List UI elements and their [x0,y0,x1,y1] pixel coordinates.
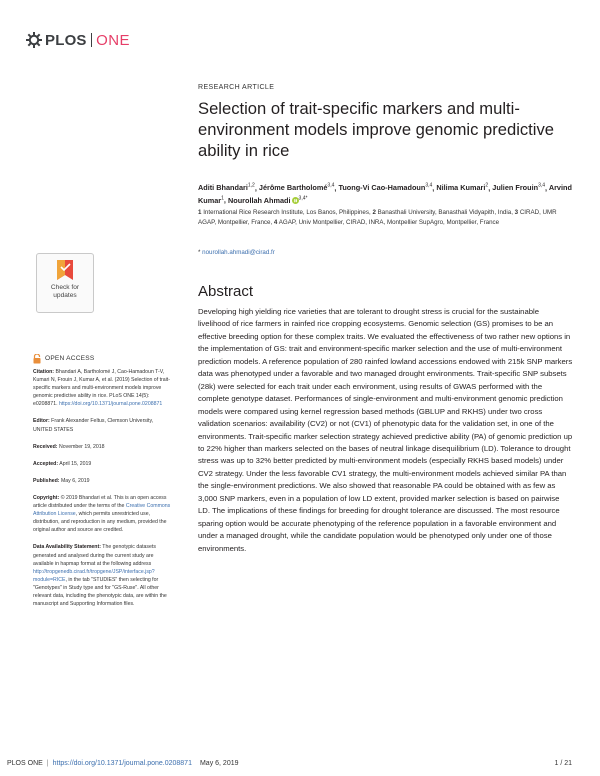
article-type: RESEARCH ARTICLE [198,84,275,91]
citation: Citation: Bhandari A, Bartholomé J, Cao-Hamadoun T-V, Kumari N, Frouin J, Kumar A, et al. (2019) Selection of trait-specific markers and multi-environment models improve genomic predictive ability in rice. PLoS ONE 14(5): e0208871. https://doi.org/10.1371/journal.pone.0208871 [33,369,170,408]
author[interactable]: Nilima Kumari$^2$ [436,183,489,193]
check-for-updates-badge[interactable] [36,253,94,313]
check-updates-label: Check for updates [50,284,80,299]
asterisk: * [198,249,203,256]
footer-separator: | [46,760,49,767]
data-link[interactable]: http://tropgenedb.cirad.fr/tropgene/JSP/interface.jsp?module=RICE [33,568,155,583]
abstract-heading: Abstract [198,283,254,300]
footer-doi-link[interactable]: https://doi.org/10.1371/journal.pone.0208871 [52,760,192,767]
editor: Editor: Frank Alexander Feltus, Clemson University, UNITED STATES [33,418,154,433]
author[interactable]: Jérôme Bartholomé$^{3,4}$ [258,183,335,193]
orcid-icon[interactable] [292,197,299,204]
citation-doi-link[interactable]: https://doi.org/10.1371/journal.pone.0208871 [58,401,163,408]
author[interactable]: Aditi Bhandari$^{1,2}$ [198,183,255,193]
corresponding-author [198,249,275,256]
received-date: Received: November 19, 2018 [33,443,105,450]
author[interactable]: Julien Frouin$^{3,4}$ [492,183,546,193]
author[interactable]: Tuong-Vi Cao-Hamadoun$^{3,4}$ [338,183,433,193]
article-info-sidebar [33,354,173,617]
accepted-date: Accepted: April 15, 2019 [33,460,92,467]
footer-date: May 6, 2019 [199,760,239,767]
open-lock-icon [33,354,41,364]
copyright: Copyright: © 2019 Bhandari et al. This is an open access article distributed under the terms of the Creative Commons Attribution License, which permits unrestricted use, distribution, and reproduction in any medium, provided the original author and source are credited. [33,494,171,534]
published-date: Published: May 6, 2019 [33,477,90,484]
author-list: Aditi Bhandari$^{1,2}$, Jérôme Bartholomé$^{3,4}$, Tuong-Vi Cao-Hamadoun$^{3,4}$, Nilima Kumari$^2$, Julien Frouin$^{3,4}$, Arvind Kumar$^1$, Nourollah Ahmadi $^{3,4*}$ [198,183,572,205]
page-number: 1 / 21 [554,760,572,767]
author[interactable]: Nourollah Ahmadi $^{3,4*}$ [227,195,308,205]
article-title: Selection of trait-specific markers and multi-environment models improve genomic predictive ability in rice [198,99,555,160]
license-link[interactable]: Creative Commons Attribution License [33,503,171,518]
footer-journal: PLOS ONE [7,760,43,767]
abstract-text: Developing high yielding rice varieties that are tolerant to drought stress is crucial for the sustainable livelihood of rice farmers in rainfed rice cropping ecosystems. Genomic selection (GS) promises to be an effective breeding option for these complex traits. We evaluated the effectiveness of two rather new options in the implementation of GS: trait and environment-specific marker selection and the use of multi-environment prediction models. A reference population of 280 rainfed lowland accessions endowed with 215k SNP markers data was phenotyped under a favorable and two managed drought environments. Trait-specific SNP subsets (28k) were selected for each trait under each environment, using results of GWAS performed with the complete genotype dataset. Performances of single-environment and multi-environment genomic prediction models were compared using kernel regression based methods (GBLUP and RKHS) under two cross validation scenarios: availability (CV2) or not (CV1) of phenotypic data for the validation set, in one of the environments. Trait-specific marker selection strategy achieved predictive ability (PA) of genomic prediction up to 22% higher than markers selected on the bases of neutral linkage disequilibrium (LD). Tolerance to drought stress was up to 32% better predicted by multi-environment models (especially RKHS based models) under CV2 strategy. Under the less favorable CV1 strategy, the multi-environment models achieved similar PA than the single-environment predictions. We also showed that reasonable PA could be obtained with as few as 3,000 SNP markers, even in a population of low LD extent, provided marker selection is based on pairwise LD. The implications of these findings for breeding for drought tolerance are discussed. The most resource sparing option would be accurate phenotyping of the reference population in a favorable environment and under a managed drought, while the candidate population would be phenotyped only under one of those environments. [198,307,573,553]
check-updates-icon [53,258,77,284]
open-access-row [33,354,173,364]
affiliations: 1 International Rice Research Institute, Los Banos, Philippines, 2 Banasthali University, Banasthali Vidyapith, India, 3 CIRAD, UMR AGAP, Montpellier, France, 4 AGAP, Univ Montpellier, CIRAD, INRA, Montpellier SupAgro, Montpellier, France [198,209,557,226]
logo-divider [91,33,93,47]
page-footer [7,760,572,767]
data-availability: Data Availability Statement: The genotypic datasets generated and analysed during the current study are available in hapmap format at the following address http://tropgenedb.cirad.fr/tropgene/JSP/interface.jsp?module=RICE, in the tab "STUDIES" then selecting for "Genotypes" in Study type and for "GS-Ruse". All other relevant data, including the phenotypic data, are within the manuscript and Supporting Information files. [33,544,167,608]
logo-plos-text: PLOS [45,31,87,49]
open-access-label: OPEN ACCESS [45,354,95,362]
logo-one-text: ONE [96,31,130,49]
author[interactable]: Arvind Kumar$^1$ [198,183,572,205]
plos-gear-icon [26,32,42,48]
corresponding-email-link[interactable]: nourollah.ahmadi@cirad.fr [202,249,275,256]
journal-logo [26,30,130,50]
